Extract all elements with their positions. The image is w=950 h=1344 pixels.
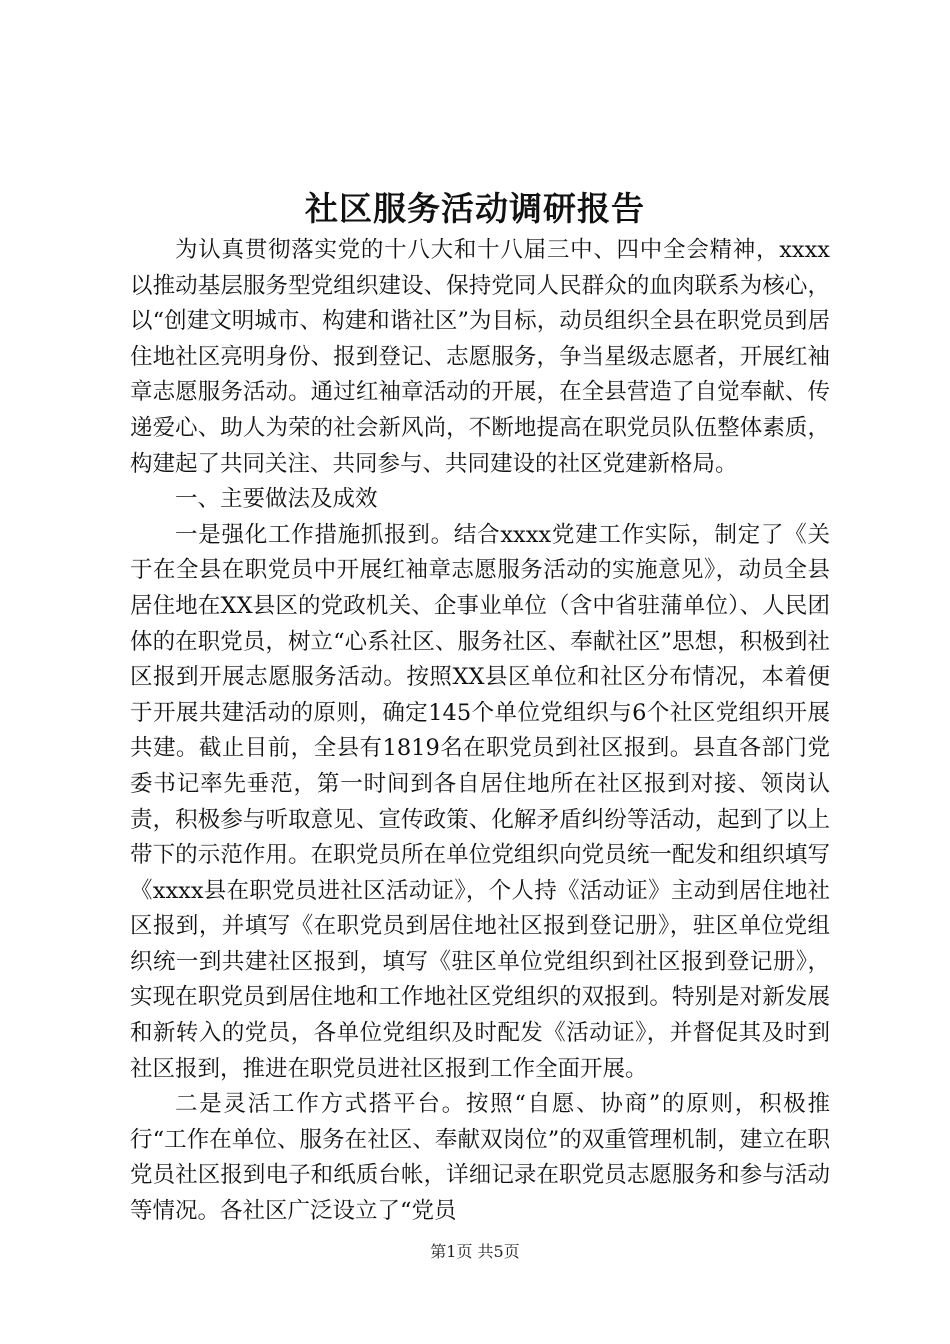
page-footer: 第1页 共5页: [430, 1242, 520, 1261]
section-heading: 一、主要做法及成效: [175, 486, 378, 513]
paragraph-measure-two: 二是灵活工作方式搭平台。按照“自愿、协商”的原则，积极推行“工作在单位、服务在社区、奉献双岗位”的双重管理机制，建立在职党员社区报到电子和纸质台帐，详细记录在职党员志愿服务和参与活动等情况。各社区广泛设立了“党员: [130, 1091, 830, 1225]
paragraph-measure-one: 一是强化工作措施抓报到。结合xxxx党建工作实际，制定了《关于在全县在职党员中开展红袖章志愿服务活动的实施意见》，动员全县居住地在XX县区的党政机关、企事业单位（含中省驻蒲单位）、人民团体的在职党员，树立“心系社区、服务社区、奉献社区”思想，积极到社区报到开展志愿服务活动。按照XX县区单位和社区分布情况，本着便于开展共建活动的原则，确定145个单位党组织与6个社区党组织开展共建。截止目前，全县有1819名在职党员到社区报到。县直各部门党委书记率先垂范，第一时间到各自居住地所在社区报到对接、领岗认责，积极参与听取意见、宣传政策、化解矛盾纠纷等活动，起到了以上带下的示范作用。在职党员所在单位党组织向党员统一配发和组织填写《xxxx县在职党员进社区活动证》，个人持《活动证》主动到居住地社区报到，并填写《在职党员到居住地社区报到登记册》，驻区单位党组织统一到共建社区报到，填写《驻区单位党组织到社区报到登记册》，实现在职党员到居住地和工作地社区党组织的双报到。特别是对新发展和新转入的党员，各单位党组织及时配发《活动证》，并督促其及时到社区报到，推进在职党员进社区报到工作全面开展。: [130, 521, 830, 1082]
page-title: 社区服务活动调研报告: [305, 189, 645, 228]
document-body: [130, 233, 830, 1230]
paragraph-intro: 为认真贯彻落实党的十八大和十八届三中、四中全会精神，xxxx以推动基层服务型党组织建设、保持党同人民群众的血肉联系为核心，以“创建文明城市、构建和谐社区”为目标，动员组织全县在职党员到居住地社区亮明身份、报到登记、志愿服务，争当星级志愿者，开展红袖章志愿服务活动。通过红袖章活动的开展，在全县营造了自觉奉献、传递爱心、助人为荣的社会新风尚，不断地提高在职党员队伍整体素质，构建起了共同关注、共同参与、共同建设的社区党建新格局。: [130, 237, 830, 477]
